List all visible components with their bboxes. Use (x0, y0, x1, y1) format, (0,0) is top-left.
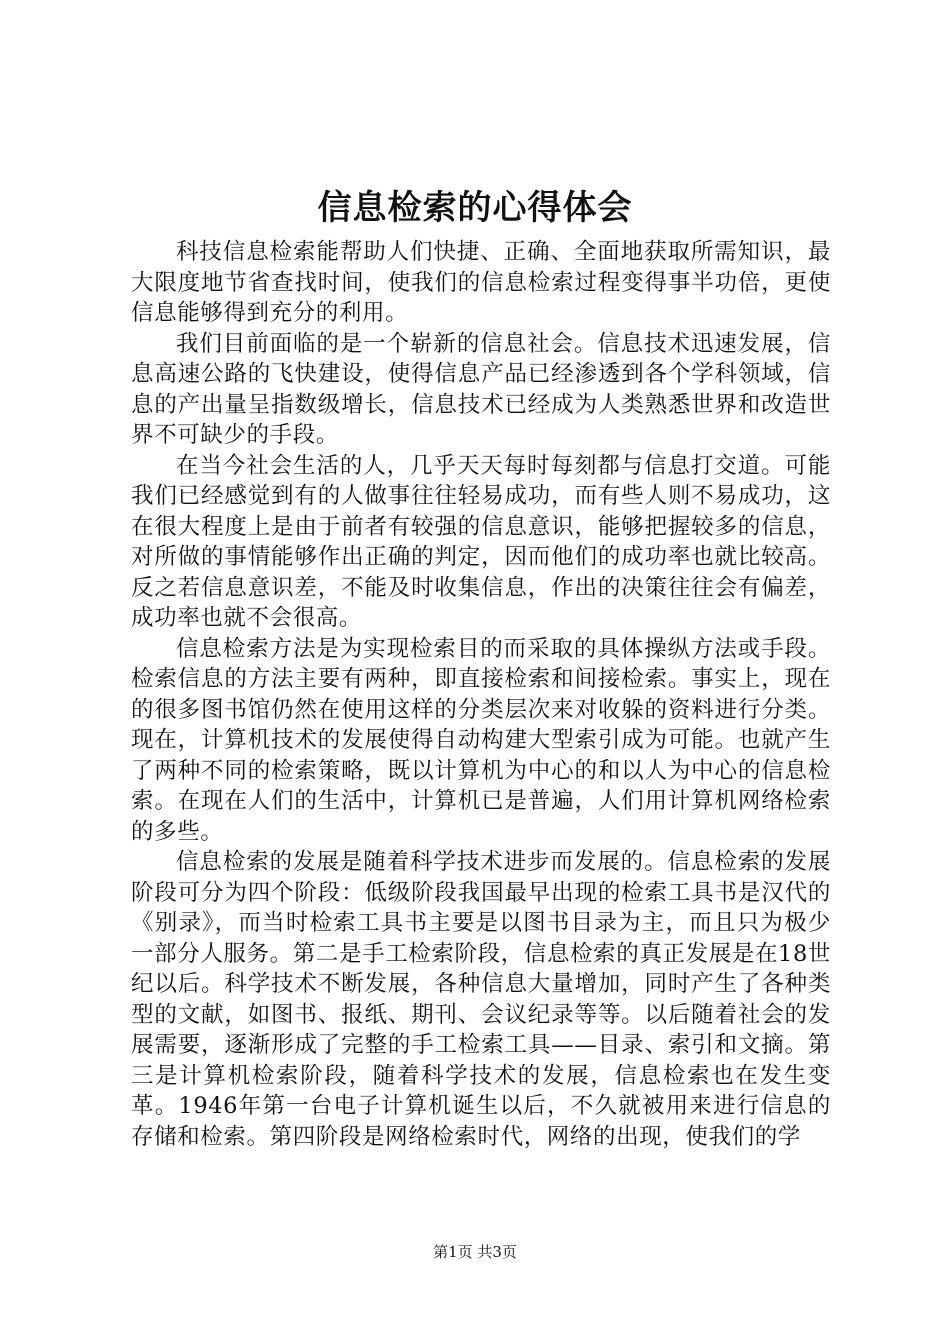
document-title: 信息检索的心得体会 (317, 188, 633, 228)
paragraph-2: 我们目前面临的是一个崭新的信息社会。信息技术迅速发展，信息高速公路的飞快建设，使得信息产品已经渗透到各个学科领域，信息的产出量呈指数级增长，信息技术已经成为人类熟悉世界和改造世界不可缺少的手段。 (131, 330, 831, 448)
paragraph-3: 在当今社会生活的人，几乎天天每时每刻都与信息打交道。可能我们已经感觉到有的人做事往往轻易成功，而有些人则不易成功，这在很大程度上是由于前者有较强的信息意识，能够把握较多的信息，对所做的事情能够作出正确的判定，因而他们的成功率也就比较高。反之若信息意识差，不能及时收集信息，作出的决策往往会有偏差，成功率也就不会很高。 (131, 452, 831, 631)
paragraph-1: 科技信息检索能帮助人们快捷、正确、全面地获取所需知识，最大限度地节省查找时间，使我们的信息检索过程变得事半功倍，更使信息能够得到充分的利用。 (131, 239, 831, 326)
page-footer: 第1页 共3页 (433, 1243, 517, 1261)
document-body (131, 237, 831, 1152)
paragraph-5: 信息检索的发展是随着科学技术进步而发展的。信息检索的发展阶段可分为四个阶段：低级阶段我国最早出现的检索工具书是汉代的《别录》，而当时检索工具书主要是以图书目录为主，而且只为极少一部分人服务。第二是手工检索阶段，信息检索的真正发展是在18世纪以后。科学技术不断发展，各种信息大量增加，同时产生了各种类型的文献，如图书、报纸、期刊、会议纪录等等。以后随着社会的发展需要，逐渐形成了完整的手工检索工具——目录、索引和文摘。第三是计算机检索阶段，随着科学技术的发展，信息检索也在发生变革。1946年第一台电子计算机诞生以后，不久就被用来进行信息的存储和检索。第四阶段是网络检索时代，网络的出现，使我们的学 (131, 849, 831, 1150)
paragraph-4: 信息检索方法是为实现检索目的而采取的具体操纵方法或手段。检索信息的方法主要有两种，即直接检索和间接检索。事实上，现在的很多图书馆仍然在使用这样的分类层次来对收躲的资料进行分类。现在，计算机技术的发展使得自动构建大型索引成为可能。也就产生了两种不同的检索策略，既以计算机为中心的和以人为中心的信息检索。在现在人们的生活中，计算机已是普遍，人们用计算机网络检索的多些。 (131, 635, 831, 845)
